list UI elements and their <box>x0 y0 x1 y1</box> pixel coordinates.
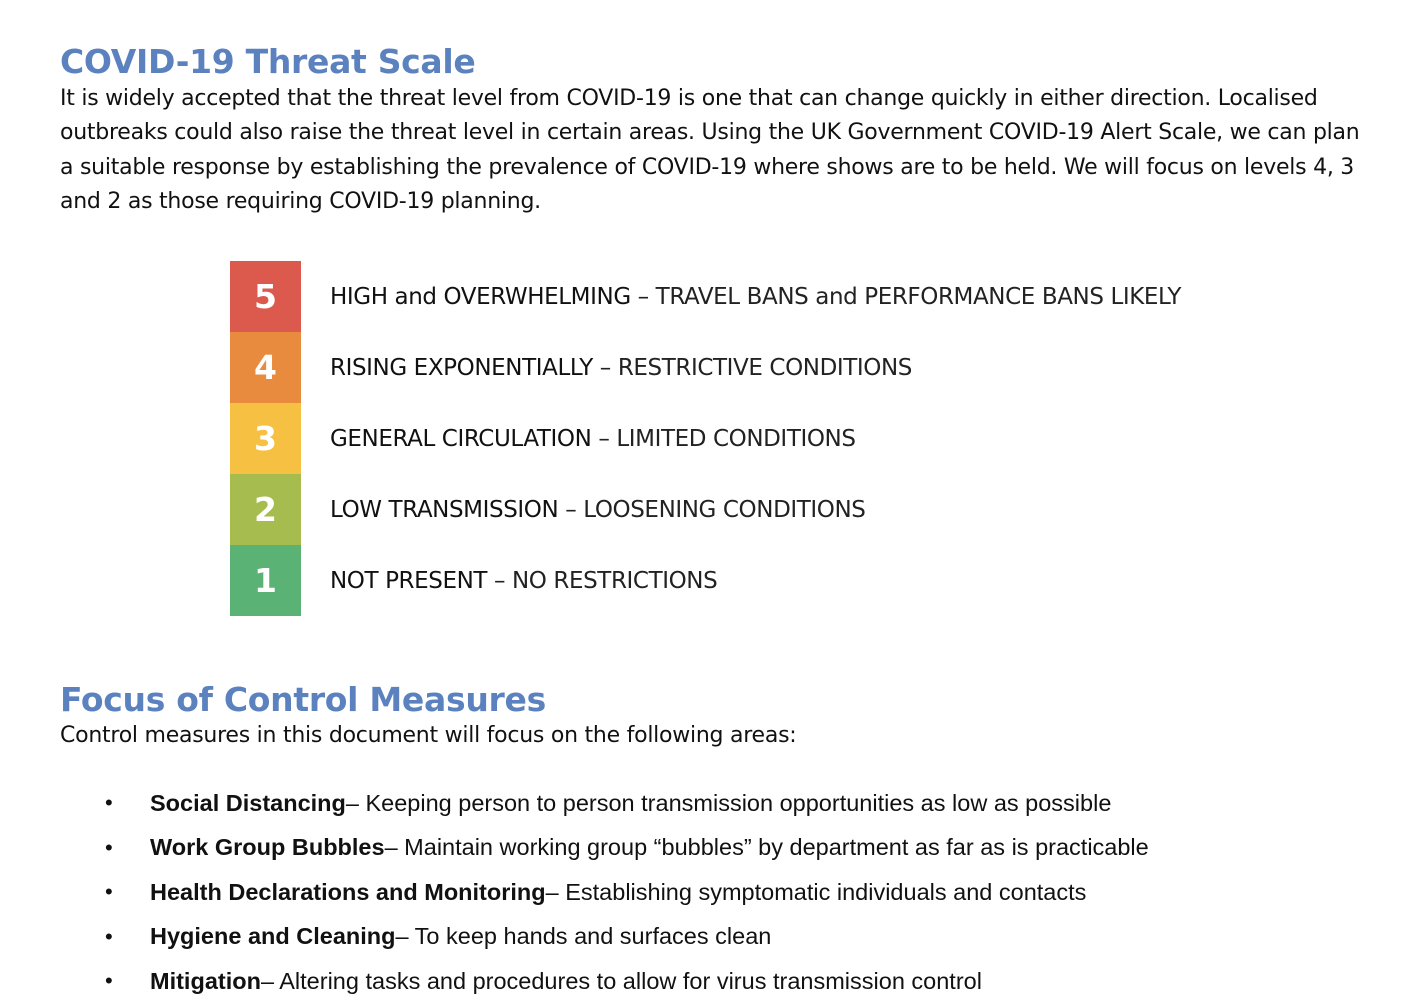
list-item <box>105 915 1149 960</box>
level-detail: – LOOSENING CONDITIONS <box>558 496 866 523</box>
threat-scale-heading: COVID-19 Threat Scale <box>60 42 476 81</box>
bullet: • <box>105 923 113 949</box>
list-item <box>105 959 1149 1004</box>
level-detail: – LIMITED CONDITIONS <box>591 425 856 452</box>
level-4-label <box>330 355 912 381</box>
list-item <box>105 781 1149 826</box>
level-name: NOT PRESENT <box>330 567 488 594</box>
list-item <box>105 870 1149 915</box>
bullet: • <box>105 968 113 994</box>
alert-level-1 <box>230 545 1181 616</box>
level-5-label <box>330 284 1181 310</box>
level-4-badge: 4 <box>230 332 301 403</box>
level-1-label <box>330 568 717 594</box>
level-5-badge: 5 <box>230 261 301 332</box>
item-title: Work Group Bubbles <box>150 834 385 861</box>
level-detail: – NO RESTRICTIONS <box>487 567 718 594</box>
control-measures-heading: Focus of Control Measures <box>60 680 546 719</box>
alert-level-3 <box>230 403 1181 474</box>
item-text: – Altering tasks and procedures to allow for virus transmission control <box>260 967 982 994</box>
level-detail: – RESTRICTIVE CONDITIONS <box>592 354 913 381</box>
alert-level-2 <box>230 474 1181 545</box>
level-name: GENERAL CIRCULATION <box>330 425 592 452</box>
level-3-label <box>330 426 856 452</box>
item-title: Health Declarations and Monitoring <box>150 878 546 905</box>
item-text: – Maintain working group “bubbles” by department as far as is practicable <box>384 834 1149 861</box>
item-title: Mitigation <box>150 967 261 994</box>
item-text: – Establishing symptomatic individuals and contacts <box>545 878 1087 905</box>
alert-scale <box>230 261 1181 616</box>
level-3-badge: 3 <box>230 403 301 474</box>
bullet: • <box>105 879 113 905</box>
item-text: – To keep hands and surfaces clean <box>395 923 772 950</box>
level-name: LOW TRANSMISSION <box>330 496 559 523</box>
alert-level-5 <box>230 261 1181 332</box>
bullet: • <box>105 790 113 816</box>
level-2-badge: 2 <box>230 474 301 545</box>
level-detail: – TRAVEL BANS and PERFORMANCE BANS LIKELY <box>630 283 1182 310</box>
level-2-label <box>330 497 866 523</box>
list-item <box>105 826 1149 871</box>
control-measures-intro: Control measures in this document will focus on the following areas: <box>60 723 797 748</box>
level-1-badge: 1 <box>230 545 301 616</box>
level-name: RISING EXPONENTIALLY <box>330 354 593 381</box>
item-title: Social Distancing <box>150 789 346 816</box>
threat-scale-intro: It is widely accepted that the threat level from COVID-19 is one that can change quickly in either direction. Localised outbreaks could also raise the threat level in certain areas. Using the UK Government COVID-19 Alert Scale, we can plan a suitable response by establishing the prevalence of COVID-19 where shows are to be held. We will focus on levels 4, 3 and 2 as those requiring COVID-19 planning. <box>60 86 1360 214</box>
alert-level-4 <box>230 332 1181 403</box>
item-text: – Keeping person to person transmission opportunities as low as possible <box>345 789 1112 816</box>
level-name: HIGH and OVERWHELMING <box>330 283 631 310</box>
control-measures-list <box>105 781 1149 1004</box>
bullet: • <box>105 834 113 860</box>
item-title: Hygiene and Cleaning <box>150 923 396 950</box>
